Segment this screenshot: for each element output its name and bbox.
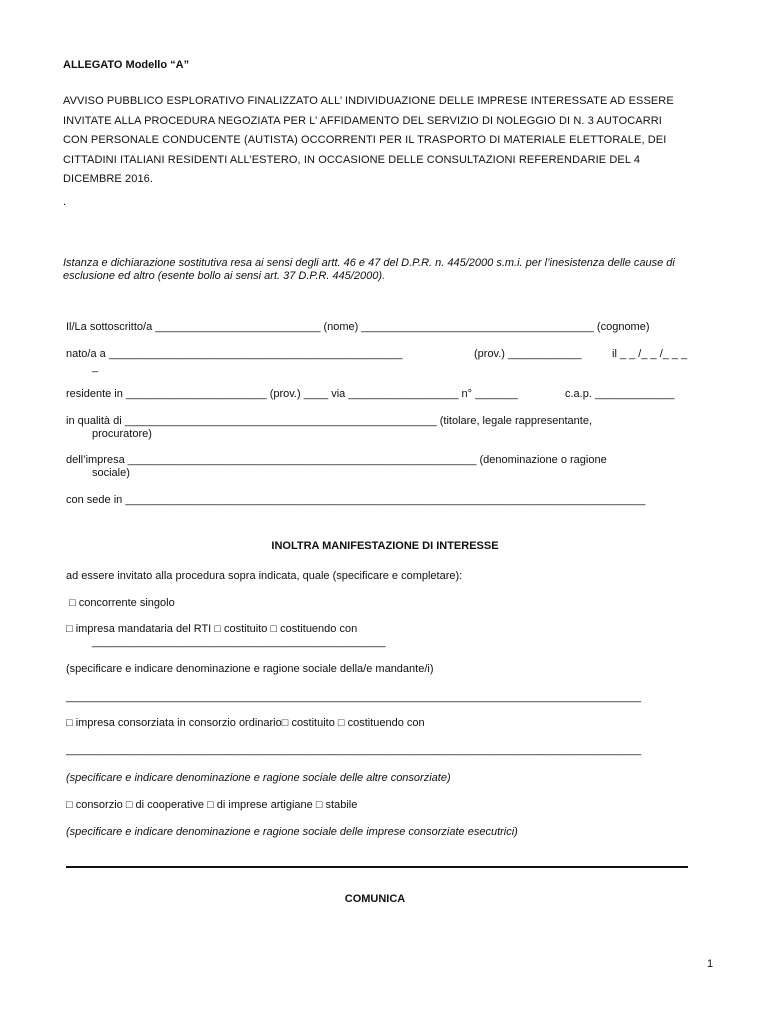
section-divider <box>66 866 688 868</box>
avviso-line: INVITATE ALLA PROCEDURA NEGOZIATA PER L’ AFFIDAMENTO DEL SERVIZIO DI NOLEGGIO DI N. 3 AUTOCARRI <box>63 114 662 127</box>
field-sottoscritto[interactable]: Il/La sottoscritto/a ___________________________ (nome) ______________________________________ (cognome) <box>66 321 650 333</box>
avviso-line: CON PERSONALE CONDUCENTE (AUTISTA) OCCORRENTI PER IL TRASPORTO DI MATERIALE ELETTORALE, DEI <box>63 134 667 147</box>
field-sede[interactable]: con sede in _____________________________________________________________________________________ <box>66 494 646 506</box>
option-concorrente-singolo[interactable]: □ concorrente singolo <box>69 597 175 609</box>
istanza-line: esclusione ed altro (esente bollo ai sensi art. 37 D.P.R. 445/2000). <box>63 270 386 282</box>
avviso-heading <box>63 92 674 190</box>
allegato-title: ALLEGATO Modello “A” <box>63 59 190 71</box>
field-qualita-cont: procuratore) <box>92 428 152 440</box>
consorziate-note: (specificare e indicare denominazione e ragione sociale delle altre consorziate) <box>66 772 451 784</box>
field-qualita[interactable]: in qualità di ___________________________________________________ (titolare, legale rappresentante, <box>66 415 593 427</box>
field-residente[interactable]: residente in _______________________ (prov.) ____ via __________________ n° _______ <box>66 388 518 400</box>
section-title-inoltra: INOLTRA MANIFESTAZIONE DI INTERESSE <box>271 540 499 552</box>
field-data-nascita[interactable]: il _ _ /_ _ /_ _ _ <box>612 348 688 360</box>
mandataria-input-line[interactable]: ________________________________________________ <box>92 636 386 648</box>
field-nato-a[interactable]: nato/a a ________________________________________________ <box>66 348 403 360</box>
mandanti-input-line[interactable]: ______________________________________________________________________________________________ <box>66 691 642 703</box>
avviso-line: AVVISO PUBBLICO ESPLORATIVO FINALIZZATO ALL’ INDIVIDUAZIONE DELLE IMPRESE INTERESSATE AD ESSERE <box>63 95 674 107</box>
field-impresa-cont: sociale) <box>92 467 130 479</box>
dot-marker: . <box>63 196 67 208</box>
avviso-line: CITTADINI ITALIANI RESIDENTI ALL’ESTERO, IN OCCASIONE DELLE CONSULTAZIONI REFERENDARIE DEL 4 <box>63 153 641 166</box>
page-number: 1 <box>707 958 714 970</box>
avviso-line: DICEMBRE 2016. <box>63 173 154 186</box>
field-impresa[interactable]: dell’impresa _________________________________________________________ (denominazione o ragione <box>66 454 607 466</box>
invito-text: ad essere invitato alla procedura sopra indicata, quale (specificare e completare): <box>66 570 463 582</box>
field-cap[interactable]: c.a.p. _____________ <box>565 388 675 400</box>
istanza-paragraph <box>63 257 675 283</box>
esecutrici-note: (specificare e indicare denominazione e ragione sociale delle imprese consorziate esecutrici) <box>66 826 518 838</box>
istanza-line: Istanza e dichiarazione sostitutiva resa ai sensi degli artt. 46 e 47 del D.P.R. n. 445/2000 s.m.i. per l’inesistenza delle cause di <box>63 257 675 269</box>
field-dash: _ <box>92 361 99 373</box>
field-prov[interactable]: (prov.) ____________ <box>474 348 582 360</box>
section-title-comunica: COMUNICA <box>344 893 406 905</box>
mandanti-note: (specificare e indicare denominazione e ragione sociale della/e mandante/i) <box>66 663 434 675</box>
option-consorzio[interactable]: □ consorzio □ di cooperative □ di imprese artigiane □ stabile <box>66 799 358 811</box>
option-impresa-mandataria[interactable]: □ impresa mandataria del RTI □ costituito □ costituendo con <box>66 623 358 635</box>
consorziate-input-line[interactable]: ______________________________________________________________________________________________ <box>66 744 642 756</box>
option-impresa-consorziata[interactable]: □ impresa consorziata in consorzio ordinario□ costituito □ costituendo con <box>66 717 425 729</box>
